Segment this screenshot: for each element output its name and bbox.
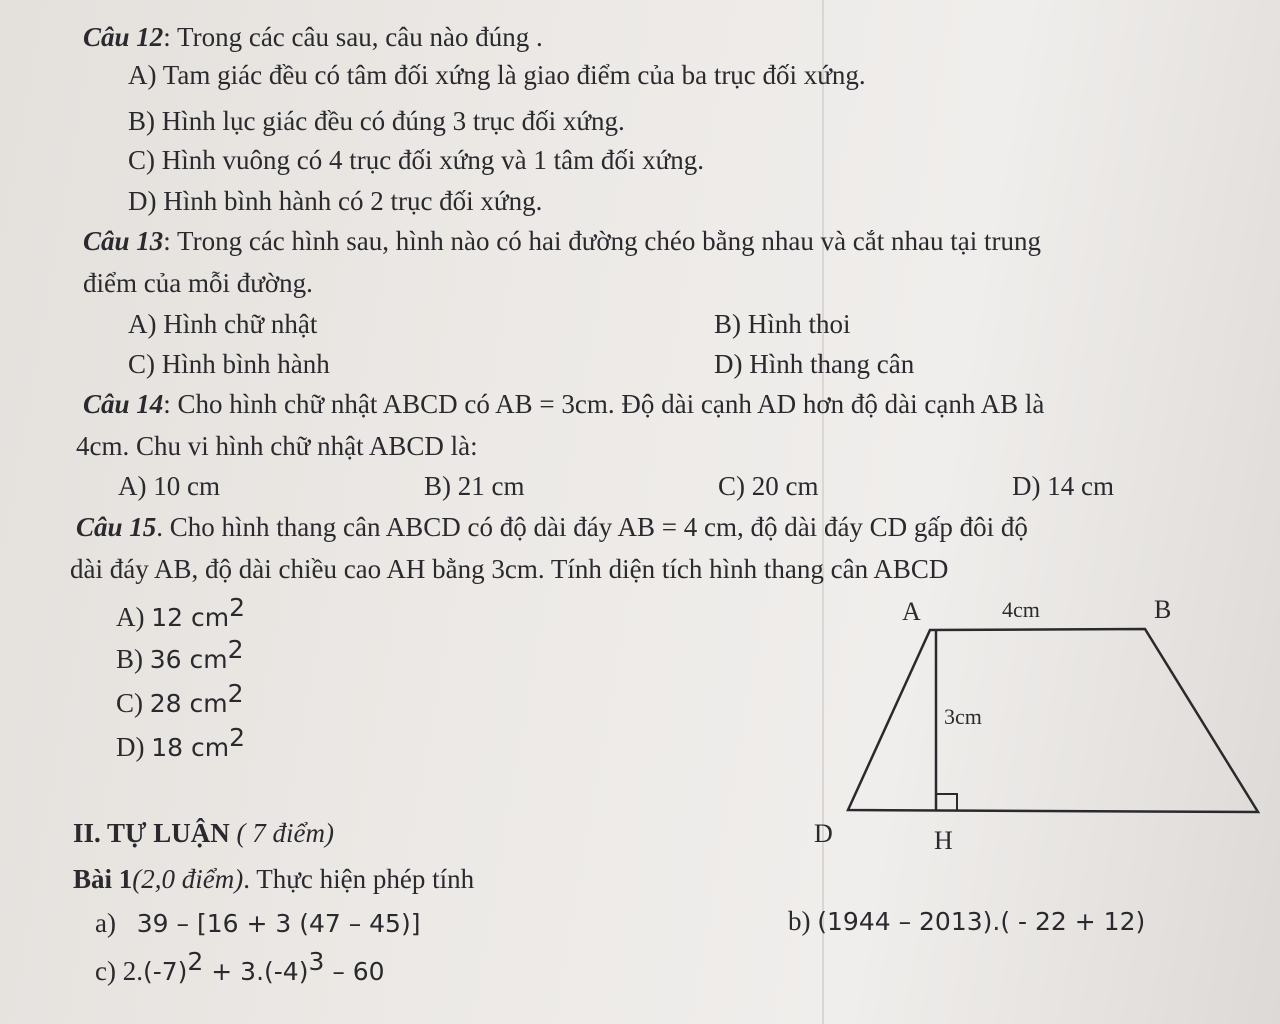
q14-label: Câu 14: [83, 389, 164, 419]
part2-heading: [73, 820, 334, 847]
q14-option-b: B) 21 cm: [424, 471, 525, 501]
height-length-label: 3cm: [944, 704, 982, 729]
q13-option-b: B) Hình thoi: [714, 309, 851, 339]
q13-option-d: D) Hình thang cân: [714, 349, 915, 379]
q12-option-a: A) Tam giác đều có tâm đối xứng là giao điểm của ba trục đối xứng.: [128, 60, 866, 90]
bai1-c: c) $2.(-7)^2 + 3.(-4)^3 - 60$: [95, 947, 385, 986]
top-length-label: 4cm: [1002, 597, 1040, 622]
part2-title: II. TỰ LUẬN: [73, 818, 230, 848]
trapezoid-shape: [848, 629, 1258, 812]
q15-option-a: A) 12 $cm^2$: [116, 593, 246, 632]
q14-line2: 4cm. Chu vi hình chữ nhật ABCD là:: [76, 431, 478, 461]
point-h-label: H: [934, 826, 953, 855]
bai1-points: (2,0 điểm): [132, 864, 244, 894]
q15-stem: [76, 514, 1028, 541]
q15-option-b: B) 36 $cm^2$: [116, 635, 244, 674]
q12-option-b: B) Hình lục giác đều có đúng 3 trục đối xứng.: [128, 106, 625, 136]
q14-option-c: C) 20 cm: [718, 471, 819, 501]
bai1-a: a) 39 – [16 + 3 (47 – 45)]: [95, 908, 421, 938]
q14-option-a: A) 10 cm: [118, 471, 220, 501]
q13-option-c: C) Hình bình hành: [128, 349, 330, 379]
q15-option-d: D) 18 $cm^2$: [116, 723, 246, 762]
bai1-label: Bài 1: [73, 864, 133, 894]
bai1-b-expr: (1944 – 2013).( - 22 + 12): [817, 907, 1146, 936]
q15-line2: dài đáy AB, độ dài chiều cao AH bằng 3cm. Tính diện tích hình thang cân ABCD: [70, 554, 949, 584]
q15-label: Câu 15: [76, 512, 157, 542]
q14-line1: : Cho hình chữ nhật ABCD có AB = 3cm. Độ dài cạnh AD hơn độ dài cạnh AB là: [163, 389, 1045, 419]
q12-option-c: C) Hình vuông có 4 trục đối xứng và 1 tâm đối xứng.: [128, 145, 704, 175]
right-angle-mark: [936, 794, 957, 811]
q15-option-a-value: 12 cm: [151, 603, 230, 632]
bai1-a-expr: 39 – [16 + 3 (47 – 45)]: [136, 909, 421, 938]
q12-stem: [83, 24, 543, 51]
q13-stem: [83, 228, 1041, 255]
bai1-b: b) (1944 – 2013).( - 22 + 12): [788, 906, 1146, 936]
q13-line2: điểm của mỗi đường.: [83, 268, 313, 298]
vertex-d-label: D: [814, 819, 833, 848]
trapezoid-figure: [814, 590, 1280, 860]
q15-option-c-value: 28 cm: [149, 689, 228, 718]
q14-stem: [83, 391, 1044, 418]
q12-text: : Trong các câu sau, câu nào đúng .: [163, 22, 543, 52]
q12-option-d: D) Hình bình hành có 2 trục đối xứng.: [128, 186, 543, 216]
q13-line1: : Trong các hình sau, hình nào có hai đường chéo bằng nhau và cắt nhau tại trung: [163, 226, 1041, 256]
q14-option-d: D) 14 cm: [1012, 471, 1114, 501]
q12-label: Câu 12: [83, 22, 164, 52]
bai1-text: . Thực hiện phép tính: [243, 864, 475, 894]
vertex-a-label: A: [902, 597, 921, 626]
q13-label: Câu 13: [83, 226, 164, 256]
bai1-line: [73, 866, 474, 893]
q15-line1: . Cho hình thang cân ABCD có độ dài đáy AB = 4 cm, độ dài đáy CD gấp đôi độ: [156, 512, 1028, 542]
q15-option-b-value: 36 cm: [149, 645, 228, 674]
q15-option-c: C) 28 $cm^2$: [116, 679, 244, 718]
vertex-b-label: B: [1154, 595, 1172, 624]
q13-option-a: A) Hình chữ nhật: [128, 309, 318, 339]
q15-option-d-value: 18 cm: [151, 733, 230, 762]
part2-points: ( 7 điểm): [236, 818, 334, 848]
